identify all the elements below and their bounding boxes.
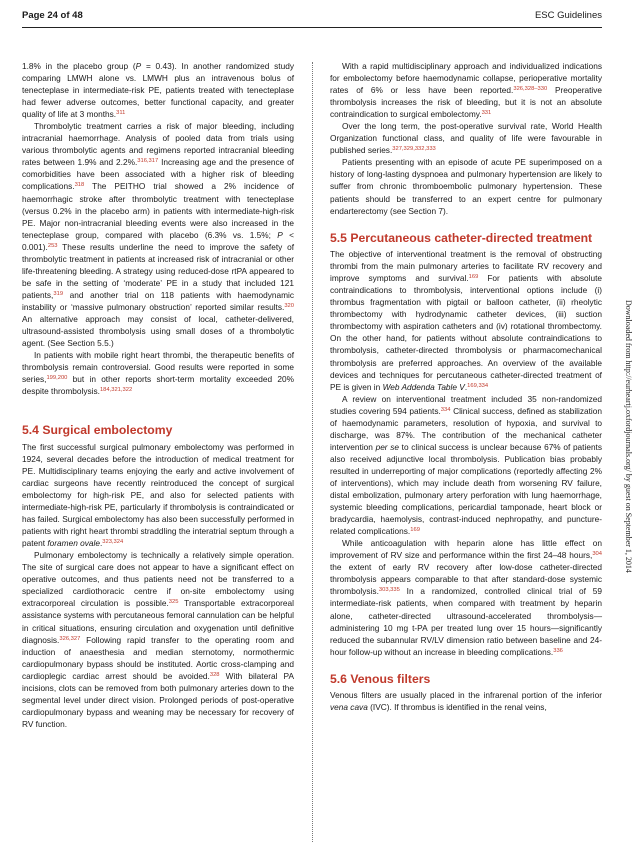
page-number: Page 24 of 48 xyxy=(22,10,83,21)
paragraph: While anticoagulation with heparin alone has little effect on improvement of RV size and performance within the first 24–48 hours,$^{304}$ the extent of early RV recovery after low-dose catheter-directed thrombolysis appears comparable to that after standard-dose systemic thrombolysis.$^{303,335}$ In a randomized, controlled clinical trial of 59 intermediate-risk patients, when compared with treatment by heparin alone, catheter-directed ultrasound-accelerated thrombolysis—administering 10 mg t-PA per treated lung over 15 hours—significantly reduced the subannular RV/LV dimension ratio between baseline and 24-hour follow-up without an increase in bleeding complications.$^{336}$ xyxy=(330,538,602,657)
paragraph: Patients presenting with an episode of acute PE superimposed on a history of long-lasting dyspnoea and pulmonary hypertension are likely to suffer from chronic thromboembolic pulmonary hypertension. These patients should be transferred to an expert centre for pulmonary endarterectomy (see Section 7). xyxy=(330,157,602,216)
paragraph: Over the long term, the post-operative survival rate, World Health Organization functional class, and quality of life were favourable in published series.$^{327,329,332,333}$ xyxy=(330,121,602,156)
paragraph: A review on interventional treatment included 35 non-randomized studies covering 594 patients.$^{334}$ Clinical success, defined as stabilization of haemodynamic parameters, resolution of hypoxia, and survival to discharge, was 87%. The contribution of the mechanical catheter intervention per se to clinical success is unclear because 67% of patients also received adjunctive local thrombolysis. Publication bias probably resulted in underreporting of major complications (reportedly affecting 2% of interventions), which may include death from worsening RV failure, distal embolization, pulmonary artery perforation with lung haemorrhage, systemic bleeding complications, pericardial tamponade, heart block or bradycardia, haemolysis, contrast-induced nephropathy, and puncture-related complications.$^{169}$ xyxy=(330,393,603,537)
paragraph: Pulmonary embolectomy is technically a relatively simple operation. The site of surgical care does not appear to have a significant effect on operative outcomes, and thus patients need not be transferred to a specialized cardiothoracic centre if on-site embolectomy using extracorporeal circulation is possible.$^{325}$ Transportable extracorporeal assistance systems with percutaneous femoral cannulation can be helpful in critical situations, ensuring circulation and oxygenation until definitive diagnosis.$^{326,327}$ Following rapid transfer to the operating room and induction of anaesthesia and median sternotomy, normothermic cardiopulmonary bypass should be instituted. Aortic cross-clamping and cardioplegic cardiac arrest should be avoided.$^{328}$ With bilateral PA incisions, clots can be removed from both pulmonary arteries down to the segmental level under direct vision. Prolonged periods of post-operative cardiopulmonary bypass and weaning may be necessary for recovery of RV function. xyxy=(22,550,294,729)
header-rule xyxy=(22,27,602,28)
download-link-text[interactable]: Downloaded from http://eurheartj.oxfordjournals.org/ by guest on September 1, 2014 xyxy=(624,300,633,573)
section-heading-5-5: 5.5 Percutaneous catheter-directed treatment xyxy=(330,230,593,245)
right-column xyxy=(330,60,602,713)
paragraph: 1.8% in the placebo group (P = 0.43). In another randomized study comparing LMWH alone vs. LMWH plus an intravenous bolus of tenecteplase in intermediate-risk PE, patients treated with tenecteplase had fewer adverse outcomes, better functional capacity, and greater quality of life at 3 months.$^{311}$ xyxy=(22,61,294,120)
paragraph: With a rapid multidisciplinary approach and individualized indications for embolectomy before haemodynamic collapse, perioperative mortality rates of 6% or less have been reported.$^{326,328-330}$ Preoperative thrombolysis increases the risk of bleeding, but it is not an absolute contraindication to surgical embolectomy.$^{331}$ xyxy=(330,61,602,120)
left-column xyxy=(22,60,294,730)
journal-title: ESC Guidelines xyxy=(534,10,602,21)
download-watermark xyxy=(624,300,634,573)
paragraph: Thrombolytic treatment carries a risk of major bleeding, including intracranial haemorrhage. Analysis of pooled data from trials using various thrombolytic agents and regimens reported intracranial bleeding rates between 1.9% and 2.2%.$^{316,317}$ Increasing age and the presence of comorbidities have been associated with a higher risk of bleeding complications.$^{318}$ The PEITHO trial showed a 2% incidence of haemorrhagic stroke after thrombolytic treatment with tenecteplase (versus 0.2% in the placebo arm) in patients with intermediate-high-risk PE. Major non-intracranial bleeding events were also increased in the tenecteplase group, compared with placebo (6.3% vs. 1.5%; P < 0.001).$^{253}$ These results underline the need to improve the safety of thrombolytic treatment in patients at increased risk of intracranial or other life-threatening bleeding. A strategy using reduced-dose rtPA appeared to be safe in the setting of ‘moderate’ PE in a study that included 121 patients,$^{319}$ and another trial on 118 patients with haemodynamic instability or ‘massive pulmonary obstruction’ reported similar results.$^{320}$ An alternative approach may consist of local, catheter-delivered, ultrasound-assisted thrombolysis using small doses of a thrombolytic agent. (See Section 5.5.) xyxy=(22,121,294,349)
paragraph: In patients with mobile right heart thrombi, the therapeutic benefits of thrombolysis remain controversial. Good results were reported in some series,$^{199,200}$ but in other reports short-term mortality exceeded 20% despite thrombolysis.$^{184,321,322}$ xyxy=(22,350,294,397)
paragraph: The objective of interventional treatment is the removal of obstructing thrombi from the main pulmonary arteries to facilitate RV recovery and improve symptoms and survival.$^{169}$ For patients with absolute contraindications to thrombolysis, interventional options include (i) thrombus fragmentation with pigtail or balloon catheter, (ii) rheolytic thrombectomy with hydrodynamic catheter devices, (iii) suction thrombectomy with aspiration catheters and (iv) rotational thrombectomy. On the other hand, for patients without absolute contraindications to thrombolysis, catheter-directed thrombolysis or pharmacomechanical thrombolysis are preferred approaches. An overview of the available devices and techniques for percutaneous catheter-directed treatment of PE is given in Web Addenda Table V.$^{169,334}$ xyxy=(330,249,603,392)
section-heading-5-4: 5.4 Surgical embolectomy xyxy=(22,423,173,438)
paragraph: Venous filters are usually placed in the infrarenal portion of the inferior vena cava (IVC). If thrombus is identified in the renal veins, xyxy=(330,690,602,713)
section-heading-5-6: 5.6 Venous filters xyxy=(330,671,431,686)
paragraph: The first successful surgical pulmonary embolectomy was performed in 1924, several decades before the introduction of medical treatment for PE. Multidisciplinary teams enjoying the early and active involvement of cardiac surgeons have recently reintroduced the concept of surgical embolectomy for high-risk PE, and also for selected patients with intermediate-high-risk PE, particularly if thrombolysis is contraindicated or has failed. Surgical embolectomy has also been successfully performed in patients with right heart thrombi straddling the interatrial septum through a patent foramen ovale.$^{323,324}$ xyxy=(22,441,294,549)
column-divider xyxy=(312,62,313,842)
page-header xyxy=(22,10,602,26)
